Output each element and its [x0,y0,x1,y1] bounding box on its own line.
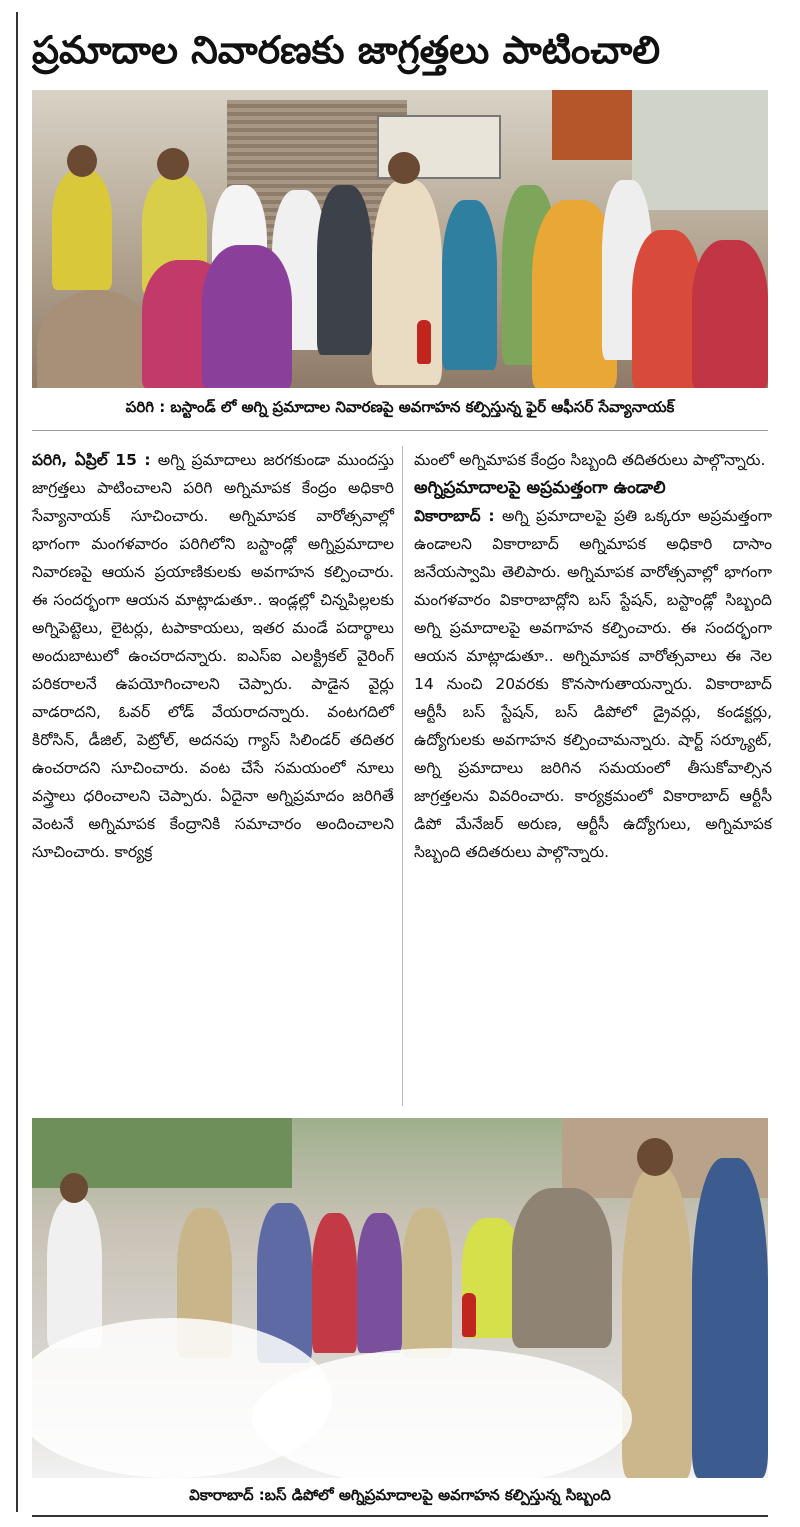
dateline: పరిగి, ఏప్రిల్ 15 : [32,451,151,469]
dateline-2: వికారాబాద్ : [414,507,495,525]
man-patterned-shirt [692,1158,768,1478]
page-left-rule [16,12,18,1512]
person-1-head [67,145,97,177]
article-paragraph-2 [414,502,772,866]
fire-officer-head [388,152,420,184]
article-paragraph-1 [32,446,394,866]
fire-officer [372,180,442,385]
officer-khaki-3-head [637,1138,673,1176]
person-11 [692,240,768,388]
article-column-right [414,446,772,866]
fire-extinguisher [417,320,431,364]
elderly-woman [37,290,157,388]
person-2-head [157,148,189,180]
officer-khaki-3 [622,1168,692,1478]
article-subheading: అగ్నిప్రమాదాలపై అప్రమత్తంగా ఉండాలి [414,478,666,498]
headline: ప్రమాదాల నివారణకు జాగ్రత్తలు పాటించాలి [32,28,661,72]
bottom-rule [32,1515,768,1517]
photo-bus-depot-demo [32,1118,768,1478]
crowd-group [512,1188,612,1348]
man-red-shirt [312,1213,357,1353]
article-body-right: అగ్ని ప్రమాదాలపై ప్రతి ఒక్కరూ అప్రమత్తంగా ఉండాలని వికారాబాద్ అగ్నిమాపక అధికారి దాసాం జనేయస్వామి తెలిపారు. అగ్నిమాపక వారోత్సవాల్లో భాగంగా మంగళవారం వికారాబాద్లోని బస్ స్టేషన్, బస్టాండ్లో సిబ్బంది అగ్ని ప్రమాదాలపై అవగాహన కల్పించారు. ఈ సందర్భంగా ఆయన మాట్లాడుతూ.. అగ్నిమాపక వారోత్సవాలు ఈ నెల 14 నుంచి 20వరకు కొనసాగుతాయన్నారు. వికారాబాద్ ఆర్టీసీ బస్ స్టేషన్, బస్ డిపోలో డ్రైవర్లు, కండక్టర్లు, ఉద్యోగులకు అవగాహన కల్పించామన్నారు. షార్ట్ సర్క్యూట్, అగ్ని ప్రమాదాలు జరిగిన సమయంలో తీసుకోవాల్సిన జాగ్రత్తలను వివరించారు. కార్యక్రమంలో వికారాబాద్ ఆర్టీసీ డిపో మేనేజర్ అరుణ, ఆర్టీసీ ఉద్యోగులు, అగ్నిమాపక సిబ్బంది తదితరులు పాల్గొన్నారు. [414,507,772,861]
extinguisher-smoke-2 [252,1348,632,1478]
article-column-left [32,446,394,866]
person-6 [442,200,497,370]
woman-seated-2 [202,245,292,388]
caption-divider [32,430,768,431]
officer-khaki-2 [402,1208,452,1358]
photo1-caption: పరిగి : బస్టాండ్ లో అగ్ని ప్రమాదాల నివారణపై అవగాహన కల్పిస్తున్న ఫైర్ ఆఫీసర్ సేవ్యానాయక్ [125,398,675,416]
wall-right [632,90,768,210]
article-continuation: మంలో అగ్నిమాపక కేంద్రం సిబ్బంది తదితరులు పాల్గొన్నారు. [414,451,766,469]
firefighter [317,185,372,355]
photo2-caption: వికారాబాద్ :బస్ డిపోలో అగ్నిప్రమాదాలపై అవగాహన కల్పిస్తున్న సిబ్బంది [189,1486,611,1504]
column-rule [402,446,403,1106]
man-purple-shirt [357,1213,402,1353]
article-body-left: అగ్ని ప్రమాదాలు జరగకుండా ముందస్తు జాగ్రత్తలు పాటించాలని పరిగి అగ్నిమాపక కేంద్రం అధికారి సేవ్యానాయక్ సూచించారు. అగ్నిమాపక వారోత్సవాల్లో భాగంగా మంగళవారం పరిగిలోని బస్టాండ్లో అగ్నిప్రమాదాల నివారణపై ఆయన ప్రయాణికులకు అవగాహన కల్పించారు. ఈ సందర్భంగా ఆయన మాట్లాడుతూ.. ఇండ్లల్లో చిన్నపిల్లలకు అగ్నిపెట్టెలు, లైటర్లు, టపాకాయలు, ఇతర మండే పదార్థాలు అందుబాటులో ఉంచరాదన్నారు. ఐఎస్ఐ ఎలక్ట్రికల్ వైరింగ్ పరికరాలనే ఉపయోగించాలని చెప్పారు. పాడైన వైర్లు వాడరాదని, ఓవర్ లోడ్ వేయరాదన్నారు. వంటగదిలో కిరోసిన్, డీజిల్, పెట్రోల్, అదనపు గ్యాస్ సిలిండర్ తదితర ఉంచరాదని సూచించారు. వంట చేసే సమయంలో నూలు వస్త్రాలు ధరించాలని చెప్పారు. ఏదైనా అగ్నిప్రమాదం జరిగితే వెంటనే అగ్నిమాపక కేంద్రానికి సమాచారం అందించాలని సూచించారు. కార్యక్ర [32,451,394,861]
person-1 [52,170,112,290]
man-white-shirt-head [60,1173,88,1203]
man-white-shirt [47,1198,102,1348]
photo-bus-stand-awareness [32,90,768,388]
fire-extinguisher-2 [462,1293,476,1337]
